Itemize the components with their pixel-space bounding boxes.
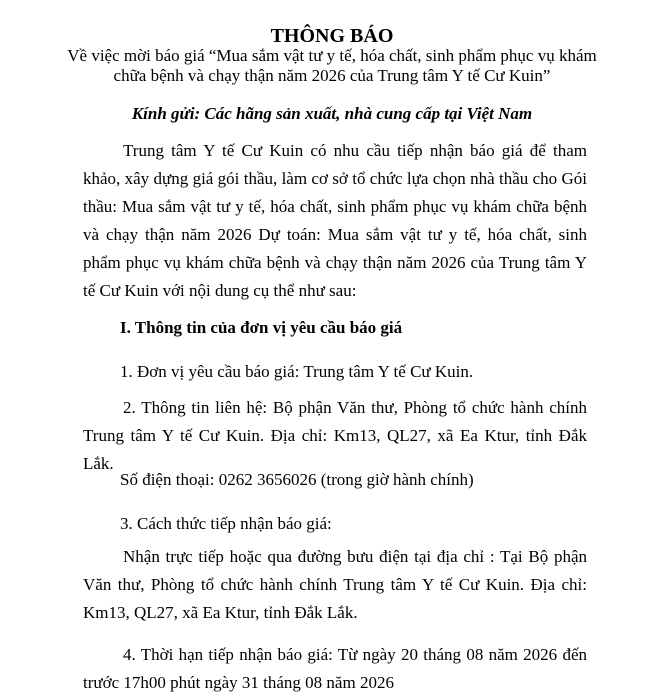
item-4: 4. Thời hạn tiếp nhận báo giá: Từ ngày 20 tháng 08 năm 2026 đến trước 17h00 phút ngày 31 tháng 08 năm 2026: [83, 645, 587, 692]
phone-line: Số điện thoại: 0262 3656026 (trong giờ hành chính): [120, 470, 474, 489]
section-heading: I. Thông tin của đơn vị yêu cầu báo giá: [120, 318, 403, 337]
item-3-detail: Nhận trực tiếp hoặc qua đường bưu điện tại địa chỉ : Tại Bộ phận Văn thư, Phòng tổ chức hành chính Trung tâm Y tế Cư Kuin. Địa chỉ: Km13, QL27, xã Ea Ktur, tỉnh Đắk Lắk.: [83, 547, 587, 622]
document-subtitle: Về việc mời báo giá “Mua sắm vật tư y tế, hóa chất, sinh phẩm phục vụ khám chữa bệnh và chạy thận năm 2026 của Trung tâm Y tế Cư Kuin”: [67, 46, 597, 85]
item-1: 1. Đơn vị yêu cầu báo giá: Trung tâm Y tế Cư Kuin.: [120, 362, 474, 381]
document-title: THÔNG BÁO: [270, 25, 394, 47]
greeting: Kính gửi: Các hãng sản xuất, nhà cung cấp tại Việt Nam: [131, 104, 533, 123]
item-3: 3. Cách thức tiếp nhận báo giá:: [120, 514, 332, 533]
item-2: 2. Thông tin liên hệ: Bộ phận Văn thư, Phòng tổ chức hành chính Trung tâm Y tế Cư Kuin. Địa chỉ: Km13, QL27, xã Ea Ktur, tỉnh Đắk Lắk.: [83, 398, 587, 473]
intro-paragraph: Trung tâm Y tế Cư Kuin có nhu cầu tiếp nhận báo giá để tham khảo, xây dựng giá gói thầu, làm cơ sở tổ chức lựa chọn nhà thầu cho Gói thầu: Mua sắm vật tư y tế, hóa chất, sinh phẩm phục vụ khám chữa bệnh và chạy thận năm 2026 Dự toán: Mua sắm vật tư y tế, hóa chất, sinh phẩm phục vụ khám chữa bệnh và chạy thận năm 2026 của Trung tâm Y tế Cư Kuin với nội dung cụ thể như sau:: [83, 141, 587, 300]
